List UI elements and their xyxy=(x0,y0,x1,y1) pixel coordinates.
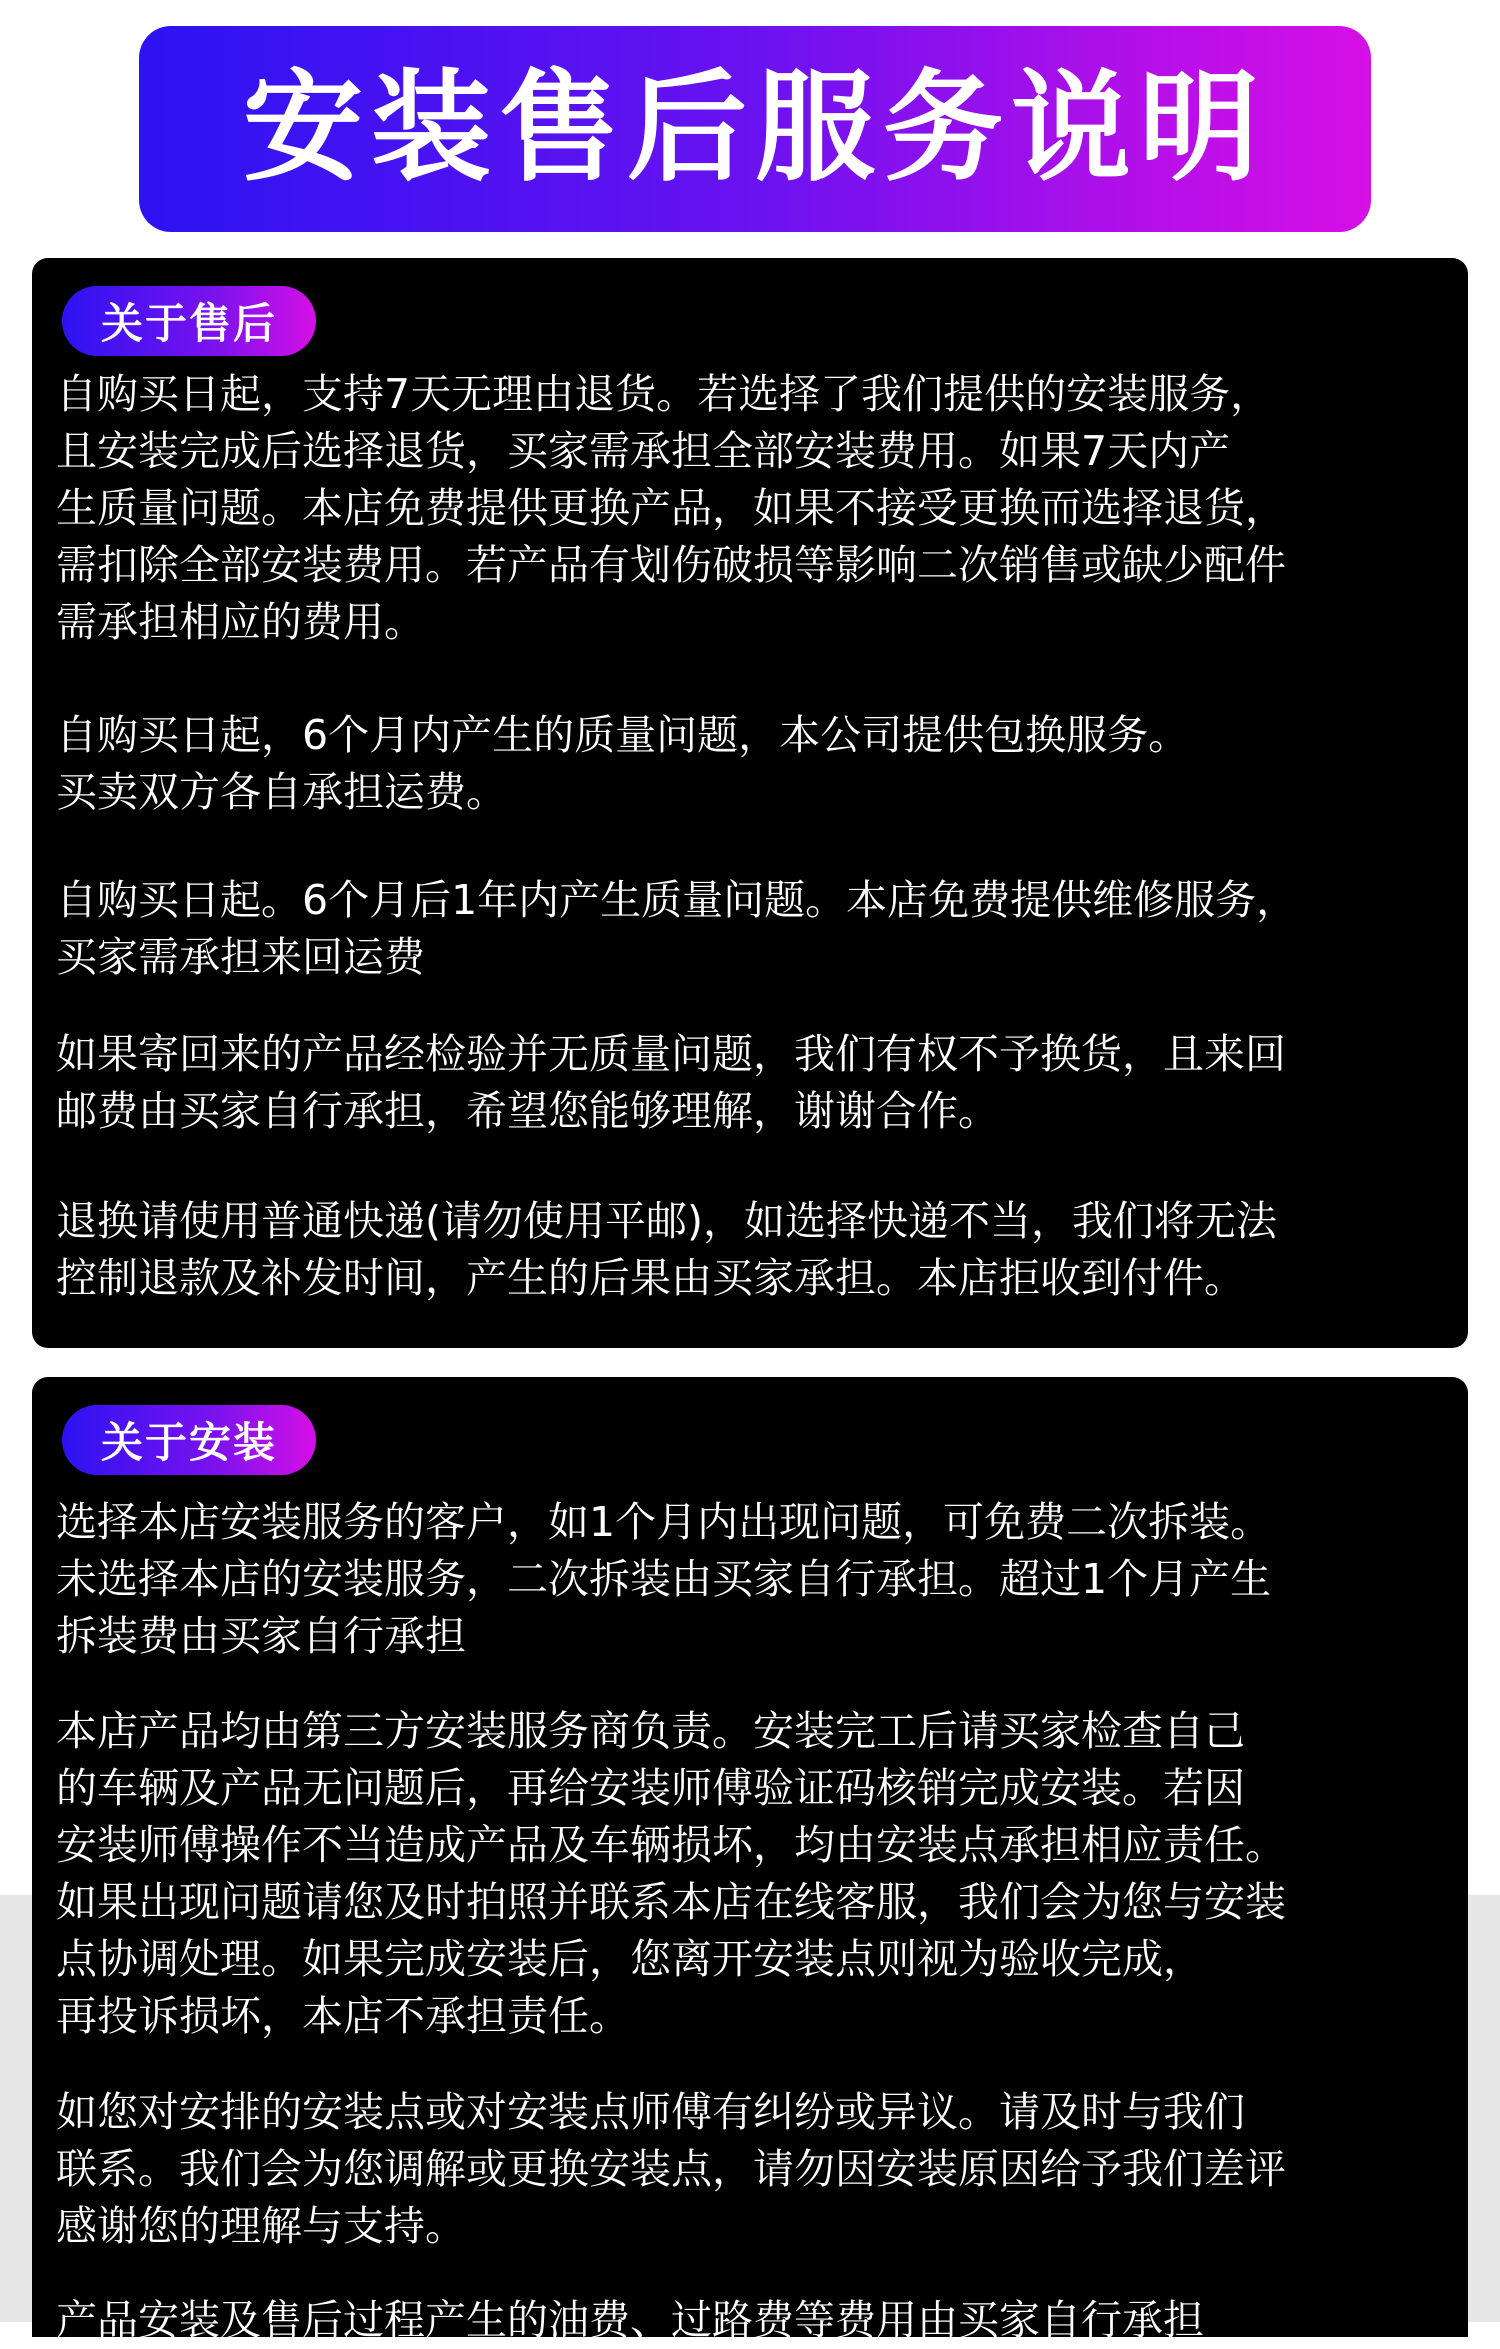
page-title: 安装售后服务说明 xyxy=(243,59,1267,198)
aftersales-paragraph-2: 自购买日起，6个月内产生的质量问题，本公司提供包换服务。 买卖双方各自承担运费。 xyxy=(56,711,1190,816)
aftersales-tag: 关于售后 xyxy=(62,286,316,356)
aftersales-panel xyxy=(32,258,1468,1348)
install-tag: 关于安装 xyxy=(62,1405,316,1475)
title-banner xyxy=(139,26,1371,232)
install-panel xyxy=(32,1377,1468,2344)
aftersales-paragraph-4: 如果寄回来的产品经检验并无质量问题，我们有权不予换货，且来回 邮费由买家自行承担，希望您能够理解，谢谢合作。 xyxy=(56,1030,1286,1135)
install-paragraph-2: 本店产品均由第三方安装服务商负责。安装完工后请买家检查自己 的车辆及产品无问题后，再给安装师傅验证码核销完成安装。若因 安装师傅操作不当造成产品及车辆损坏，均由安装点承担相应责任。 如果出现问题请您及时拍照并联系本店在线客服，我们会为您与安装 点协调处理。如果完成安装后，您离开安装点则视为验收完成， 再投诉损坏，本店不承担责任。 xyxy=(56,1707,1286,2040)
install-paragraph-4: 产品安装及售后过程产生的油费、过路费等费用由买家自行承担 xyxy=(56,2296,1204,2344)
install-paragraph-1: 选择本店安装服务的客户，如1个月内出现问题，可免费二次拆装。 未选择本店的安装服务，二次拆装由买家自行承担。超过1个月产生 拆装费由买家自行承担 xyxy=(56,1498,1272,1660)
aftersales-paragraph-1: 自购买日起，支持7天无理由退货。若选择了我们提供的安装服务， 且安装完成后选择退货，买家需承担全部安装费用。如果7天内产 生质量问题。本店免费提供更换产品，如果不接受更换而选择退货， 需扣除全部安装费用。若产品有划伤破损等影响二次销售或缺少配件 需承担相应的费用。 xyxy=(56,370,1286,646)
install-paragraph-3: 如您对安排的安装点或对安装点师傅有纠纷或异议。请及时与我们 联系。我们会为您调解或更换安装点，请勿因安装原因给予我们差评 感谢您的理解与支持。 xyxy=(56,2088,1286,2250)
aftersales-paragraph-5: 退换请使用普通快递(请勿使用平邮)，如选择快递不当，我们将无法 控制退款及补发时间，产生的后果由买家承担。本店拒收到付件。 xyxy=(56,1197,1277,1302)
aftersales-paragraph-3: 自购买日起。6个月后1年内产生质量问题。本店免费提供维修服务， 买家需承担来回运费 xyxy=(56,876,1298,981)
